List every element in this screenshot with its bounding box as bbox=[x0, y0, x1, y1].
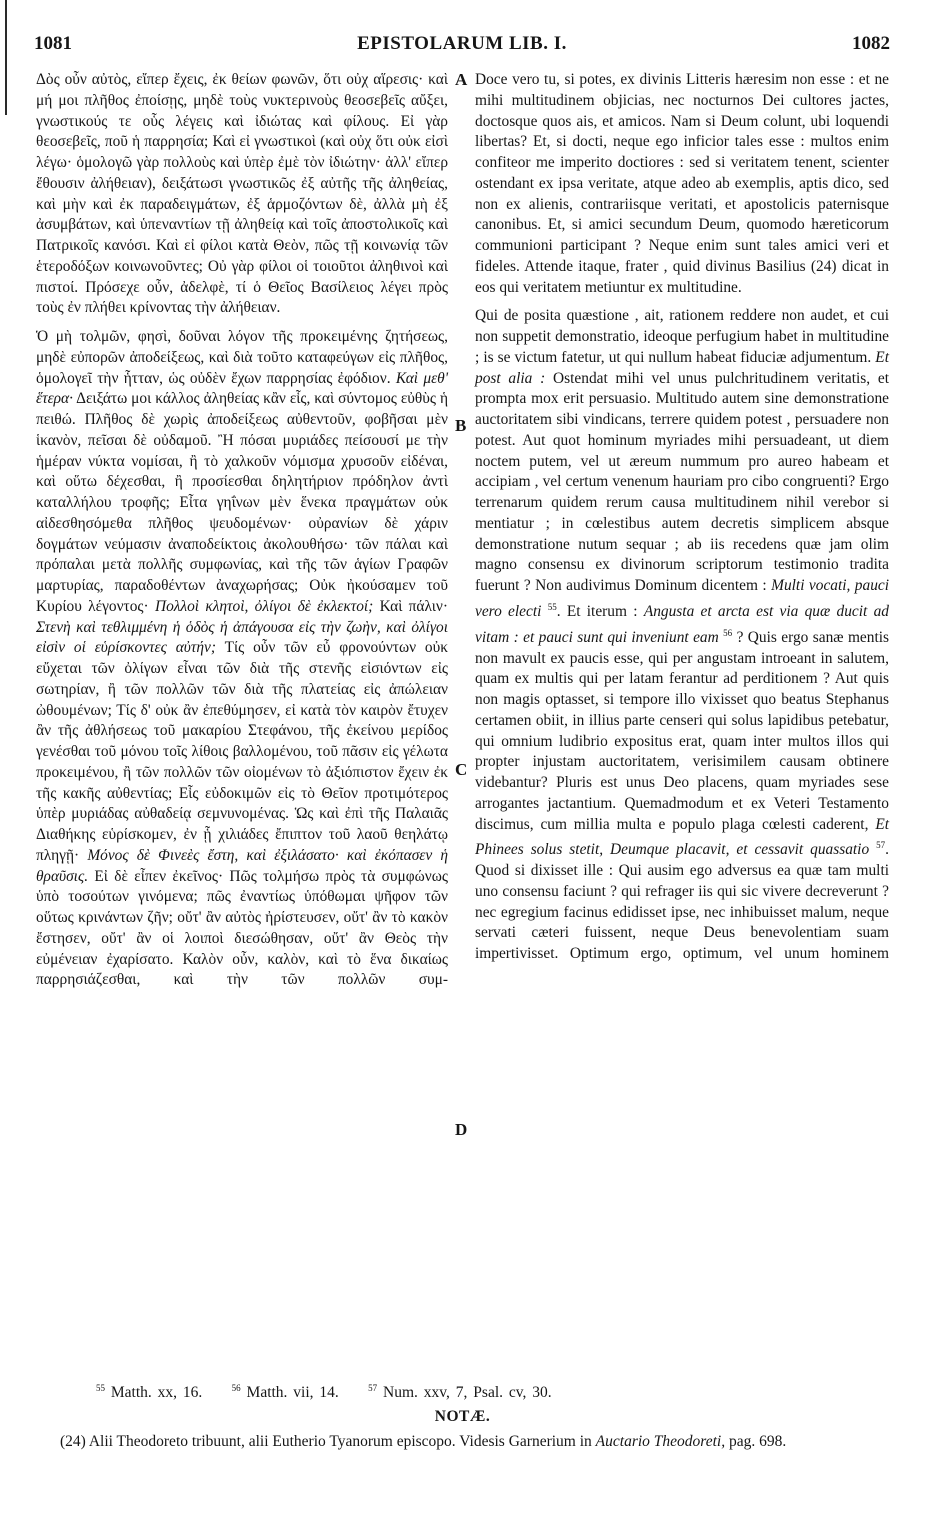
footnote-number: 55 bbox=[96, 1383, 105, 1393]
note-title-italic: Auctario Theodoreti, bbox=[595, 1433, 726, 1450]
greek-scripture-quote: Στενὴ καὶ τεθλιμμένη ἡ ὁδὸς ἡ ἀπάγουσα εἰς τὴν ζωὴν, καὶ ὀλίγοι εἰσὶν οἱ εὑρίσκοντες αὐτήν; bbox=[36, 618, 448, 657]
greek-basil-quote: Ὁ μὴ τολμῶν, φησὶ, δοῦναι λόγον τῆς προκειμένης ζητήσεως, μηδὲ εὐπορῶν ἀποδείξεως, καὶ διὰ τοῦτο καταφεύγων εἰς πλῆθος, ὁμολογεῖ τὴν ἧτταν, ὡς οὐδὲν ἔχων παρρησίας ἐφόδιον. bbox=[36, 328, 448, 387]
greek-column bbox=[36, 70, 448, 991]
margin-letter-d: D bbox=[455, 1120, 468, 1139]
greek-text: Εἰ δὲ εἶπεν ἐκεῖνος· Πῶς τολμήσω πρὸς τὰ συμφώνως ὑπὸ τοσούτων γινόμενα; πῶς ἐναντίως ὑπόθωμαι ψῆφον τῶν οὕτως κρινάντων ζῆν; οὔτ' ἂν αὐτὸς ἠρίστευσεν, οὔτ' ἂν τὸ κακὸν ἔστησεν, οὔτ' ἂν οἱ λοιποὶ διεσώθησαν, οὔτ' ἂν Θεὸς τὴν εὐμένειαν ἐχαρίσατο. Καλὸν οὖν, καλὸν, καὶ τὸ ἕνα δικαίως παρρησιάζεσθαι, καὶ τὴν τῶν πολλῶν συμ- bbox=[36, 867, 448, 989]
footnote-ref-56: 56 bbox=[723, 627, 733, 638]
latin-scripture-quote: Angusta et arcta est via quæ ducit ad vitam : et pauci sunt qui inveniunt eam bbox=[475, 602, 889, 646]
greek-scripture-quote: Μόνος δὲ Φινεὲς ἔστη, καὶ ἐξιλάσατο· καὶ ἐκόπασεν ἡ θραῦσις. bbox=[36, 846, 448, 885]
latin-column bbox=[475, 70, 889, 965]
latin-paragraph-2 bbox=[475, 306, 889, 965]
latin-basil-quote: Qui de posita quæstione , ait, rationem reddere non audet, et cui non suppetit demonstratio, ideoque perfugium habet in multitudine ; is se victum fatetur, ut qui nullum habeat fiduciæ adjumentum. bbox=[475, 307, 889, 366]
latin-text: . Quod si dixisset ille : Qui ausim ego adversus ea quæ tam multi uno consensu faciunt ? qui refrager iis qui sic vivere decreverunt ? nec egregium facinus edidisset ipse, nec inhibuisset malum, neque servati cæteri fuissent, neque Deus benevolentiam suam impertivisset. Optimum ergo, optimum, vel unum hominem bbox=[475, 841, 889, 963]
latin-text: . Et iterum : bbox=[556, 602, 638, 620]
note-text: (24) Alii Theodoreto tribuunt, alii Eutherio Tyanorum episcopo. Videsis Garnerium in bbox=[60, 1433, 592, 1450]
greek-text: Τίς οὖν τῶν εὖ φρονούντων οὐκ εὔχεται τῶν ὀλίγων εἶναι τῶν διὰ τῆς στενῆς εἰσιόντων εἰς σωτηρίαν, ἢ τῶν πολλῶν τῶν διὰ τῆς πλατείας εἰς ἀπώλειαν ὠθουμένων; Τίς δ' οὐκ ἂν ἐπεθύμησεν, εἰ κατὰ τὸν καιρὸν ἔτυχεν ἂν τῆς ἀθλήσεως τοῦ μακαρίου Στεφάνου, τῆς ἐκείνου μερίδος γενέσθαι τοῦ μόνου τοῖς λίθοις βαλλομένου, τοῦ πᾶσιν εἰς γέλωτα προκειμένου, ἢ τῶν πολλῶν τῶν οἰομένων τὸ ἀξιόπιστον ἔχειν ἐκ τῆς κακῆς αὐθεντίας; Εἷς εὐδοκιμῶν εἰς τὸ Θεῖον προτιμότερος ὑπὲρ μυριάδας αὐθαδείᾳ σεμνυνομένας. Ὡς καὶ ἐπὶ τῆς Παλαιᾶς Διαθήκης εὑρίσκομεν, ἐν ᾗ χιλιάδες ἔπιπτον τοῦ λαοῦ θεηλάτῳ πληγῇ· bbox=[36, 639, 448, 864]
greek-text: Καὶ πάλιν· bbox=[379, 597, 448, 615]
latin-text: Ostendat mihi vel unus pulchritudinem veritatis, et prompta mox erit persuasio. Multitudo autem sine demonstratione auctoritatem sibi vindicans, terrere quidem potest , persuadere non potest. Aut quot hominum myriades mihi persuadeant, ut diem noctem putem, vel ut æreum nummum pro aureo habeam et accipiam , vel certum venenum hauriam pro cibo congruenti? Ergo terrenarum quidem rerum causa multitudinem nihil verebor si mentiatur ; in cœlestibus autem decretis simplicem absque demonstratione nutum sequar ; ab iis recedens quæ jam olim magno consensu ex divinorum scriptorum testimonio tradita fuerunt ? Non audivimus Dominum dicentem : bbox=[475, 369, 889, 594]
margin-letter-b: B bbox=[455, 416, 467, 435]
footnote-number: 57 bbox=[368, 1383, 378, 1393]
note-text: pag. 698. bbox=[729, 1433, 787, 1450]
latin-scripture-quote: Et Phinees solus stetit, Deumque placavit, et cessavit quassatio bbox=[475, 815, 889, 859]
latin-et-post-alia: Et post alia : bbox=[475, 348, 889, 387]
margin-letter-a: A bbox=[455, 70, 468, 89]
footnote-ref-55: 55 bbox=[547, 601, 557, 612]
footnote-56: Matth. vii, 14. bbox=[246, 1384, 339, 1402]
latin-text: ? Quis ergo sanæ mentis non mavult ex paucis esse, qui per angustam introeant in salutem, quam ex multis qui per latam ferantur ad perditionem ? Aut quis non magis optasset, si tempore illo vixisset quo beatus Stephanus certamen obiit, in illius parte censeri qui solus lapidibus petebatur, qui omnium ludibrio expositus erat, quam inter multos illos qui propter injustam auctoritatem, verisimilem causam obtinere videbantur? Pluris est unus Deo placens, quam myriades sese arrogantes jactantium. Quemadmodum et ex Veteri Testamento discimus, cum millia multa e populo plaga cœlesti caderent, bbox=[475, 628, 889, 833]
page-number-left: 1081 bbox=[34, 33, 72, 54]
footnote-ref-57: 57 bbox=[876, 840, 886, 851]
scan-edge-mark bbox=[5, 0, 7, 115]
footnotes bbox=[96, 1383, 552, 1402]
margin-letter-c: C bbox=[455, 760, 468, 779]
greek-et-post-alia: Καὶ μεθ' ἕτερα· bbox=[36, 369, 448, 408]
page-header bbox=[34, 33, 890, 59]
greek-paragraph-1: Δὸς οὖν αὐτὸς, εἴπερ ἔχεις, ἐκ θείων φωνῶν, ὅτι οὐχ αἵρεσις· καὶ μή μοι πλῆθος ἐποίσῃς, μηδὲ τοὺς νυκτερινοὺς θεοσεβεῖς αὔξει, γνωστικούς τε οὗς λέγεις καὶ ἰδιώτας καὶ φίλους. Εἰ γὰρ θεοσεβεῖς, ποῦ ἡ παρρησία; Καὶ εἰ γνωστικοὶ (καὶ οὐχ ὅτι οὐκ εἰσὶ λέγω· ὁμολογῶ γὰρ πολλοὺς καὶ ὑπὲρ ἐμὲ τὸν ἰδιώτην· ἀλλ' εἴπερ ἔθουσιν ἀλήθειαν), δειξάτωσι γνωστικῶς ἐξ αὐτῆς τῆς ἀληθείας, καὶ μὴν καὶ ἐκ παραδειγμάτων, ἐξ ἁρμοζόντων δὲ, ἀλλὰ μὴ ἐξ ἀσυμβάτων, καὶ ὑπεναντίων τῇ ἀληθείᾳ καὶ τοῖς ἀποστολικοῖς καὶ Πατρικοῖς κανόσι. Καὶ εἰ φίλοι κατὰ Θεὸν, πῶς τῇ κοινωνίᾳ τῶν ἑτεροδόξων κοινωνοῦντες; Οὐ γὰρ φίλοι οἱ τοιοῦτοι ἀληθινοὶ καὶ πιστοί. Πρόσεχε οὖν, ἀδελφὲ, τί ὁ Θεῖος Βασίλειος λέγει πρὸς τοὺς ἐν πλήθει κρίνοντας τὴν ἀλήθειαν. bbox=[36, 71, 448, 317]
footnote-number: 56 bbox=[231, 1383, 241, 1393]
latin-paragraph-1: Doce vero tu, si potes, ex divinis Litteris hæresim non esse : et ne mihi multitudinem objicias, nec nocturnos Dei cultores jactes, doctosque quos ais, et amicos. Nam si Deum colunt, ubi loquendi libertas? Et, si docti, neque ego inficior tales esse : multos enim confiteor me imperito doctiores : sed si veritatem tenent, scienter ostendant ex ipsa veritate, atque adeo ab exemplis, aptis dico, sed non ex alienis, contrariisque veritati, et apostolicis paternisque canonibus. Et, si amici secundum Deum, quomodo hæreticorum communioni participant ? Neque enim sunt tales amici veri et fideles. Attende itaque, frater , quid divinus Basilius (24) dicat in eos qui veritatem metiuntur ex multitudine. bbox=[475, 71, 889, 296]
greek-text: Δειξάτω μοι κάλλος ἀληθείας κἂν εἷς, καὶ σύντομος εὐθὺς ἡ πειθώ. Πλῆθος δὲ χωρὶς ἀποδείξεως αὐθεντοῦν, φοβῆσαι μὲν ἱκανὸν, πεῖσαι δὲ οὐδαμοῦ. Ἢ πόσαι μυριάδες πείσουσί με τὴν ἡμέραν νύκτα νομίσαι, ἢ τὸ χαλκοῦν νόμισμα χρυσοῦν εἰδέναι, καὶ οὕτω δέχεσθαι, ἢ προσίεσθαι δηλητήριον πρόδηλον ἀντὶ καταλλήλου τροφῆς; Εἶτα γηΐνων μὲν ἕνεκα πραγμάτων οὐκ αἰδεσθησόμεθα πλῆθος ψευδομένων· οὐρανίων δὲ χάριν δογμάτων νεύμασιν ἀναποδείκτοις ἀκολουθήσω· τῶν πάλαι καὶ πρόπαλαι μετὰ πολλῆς συμφωνίας, καὶ τῆς τῶν ἁγίων Γραφῶν μαρτυρίας, παραδοθέντων ἀναχωρήσας; Οὐκ ἠκούσαμεν τοῦ Κυρίου λέγοντος· bbox=[36, 390, 448, 615]
page-number-right: 1082 bbox=[852, 33, 890, 54]
notae-heading: NOTÆ. bbox=[434, 1408, 491, 1425]
greek-paragraph-2 bbox=[36, 327, 448, 991]
greek-scripture-quote: Πολλοὶ κλητοὶ, ὀλίγοι δὲ ἐκλεκτοί; bbox=[154, 597, 374, 615]
footnote-55: Matth. xx, 16. bbox=[110, 1384, 203, 1402]
running-title: EPISTOLARUM LIB. I. bbox=[357, 33, 567, 54]
footnote-57: Num. xxv, 7, Psal. cv, 30. bbox=[383, 1384, 552, 1402]
note-24 bbox=[36, 1432, 892, 1451]
latin-scripture-quote: Multi vocati, pauci vero electi bbox=[475, 577, 890, 620]
